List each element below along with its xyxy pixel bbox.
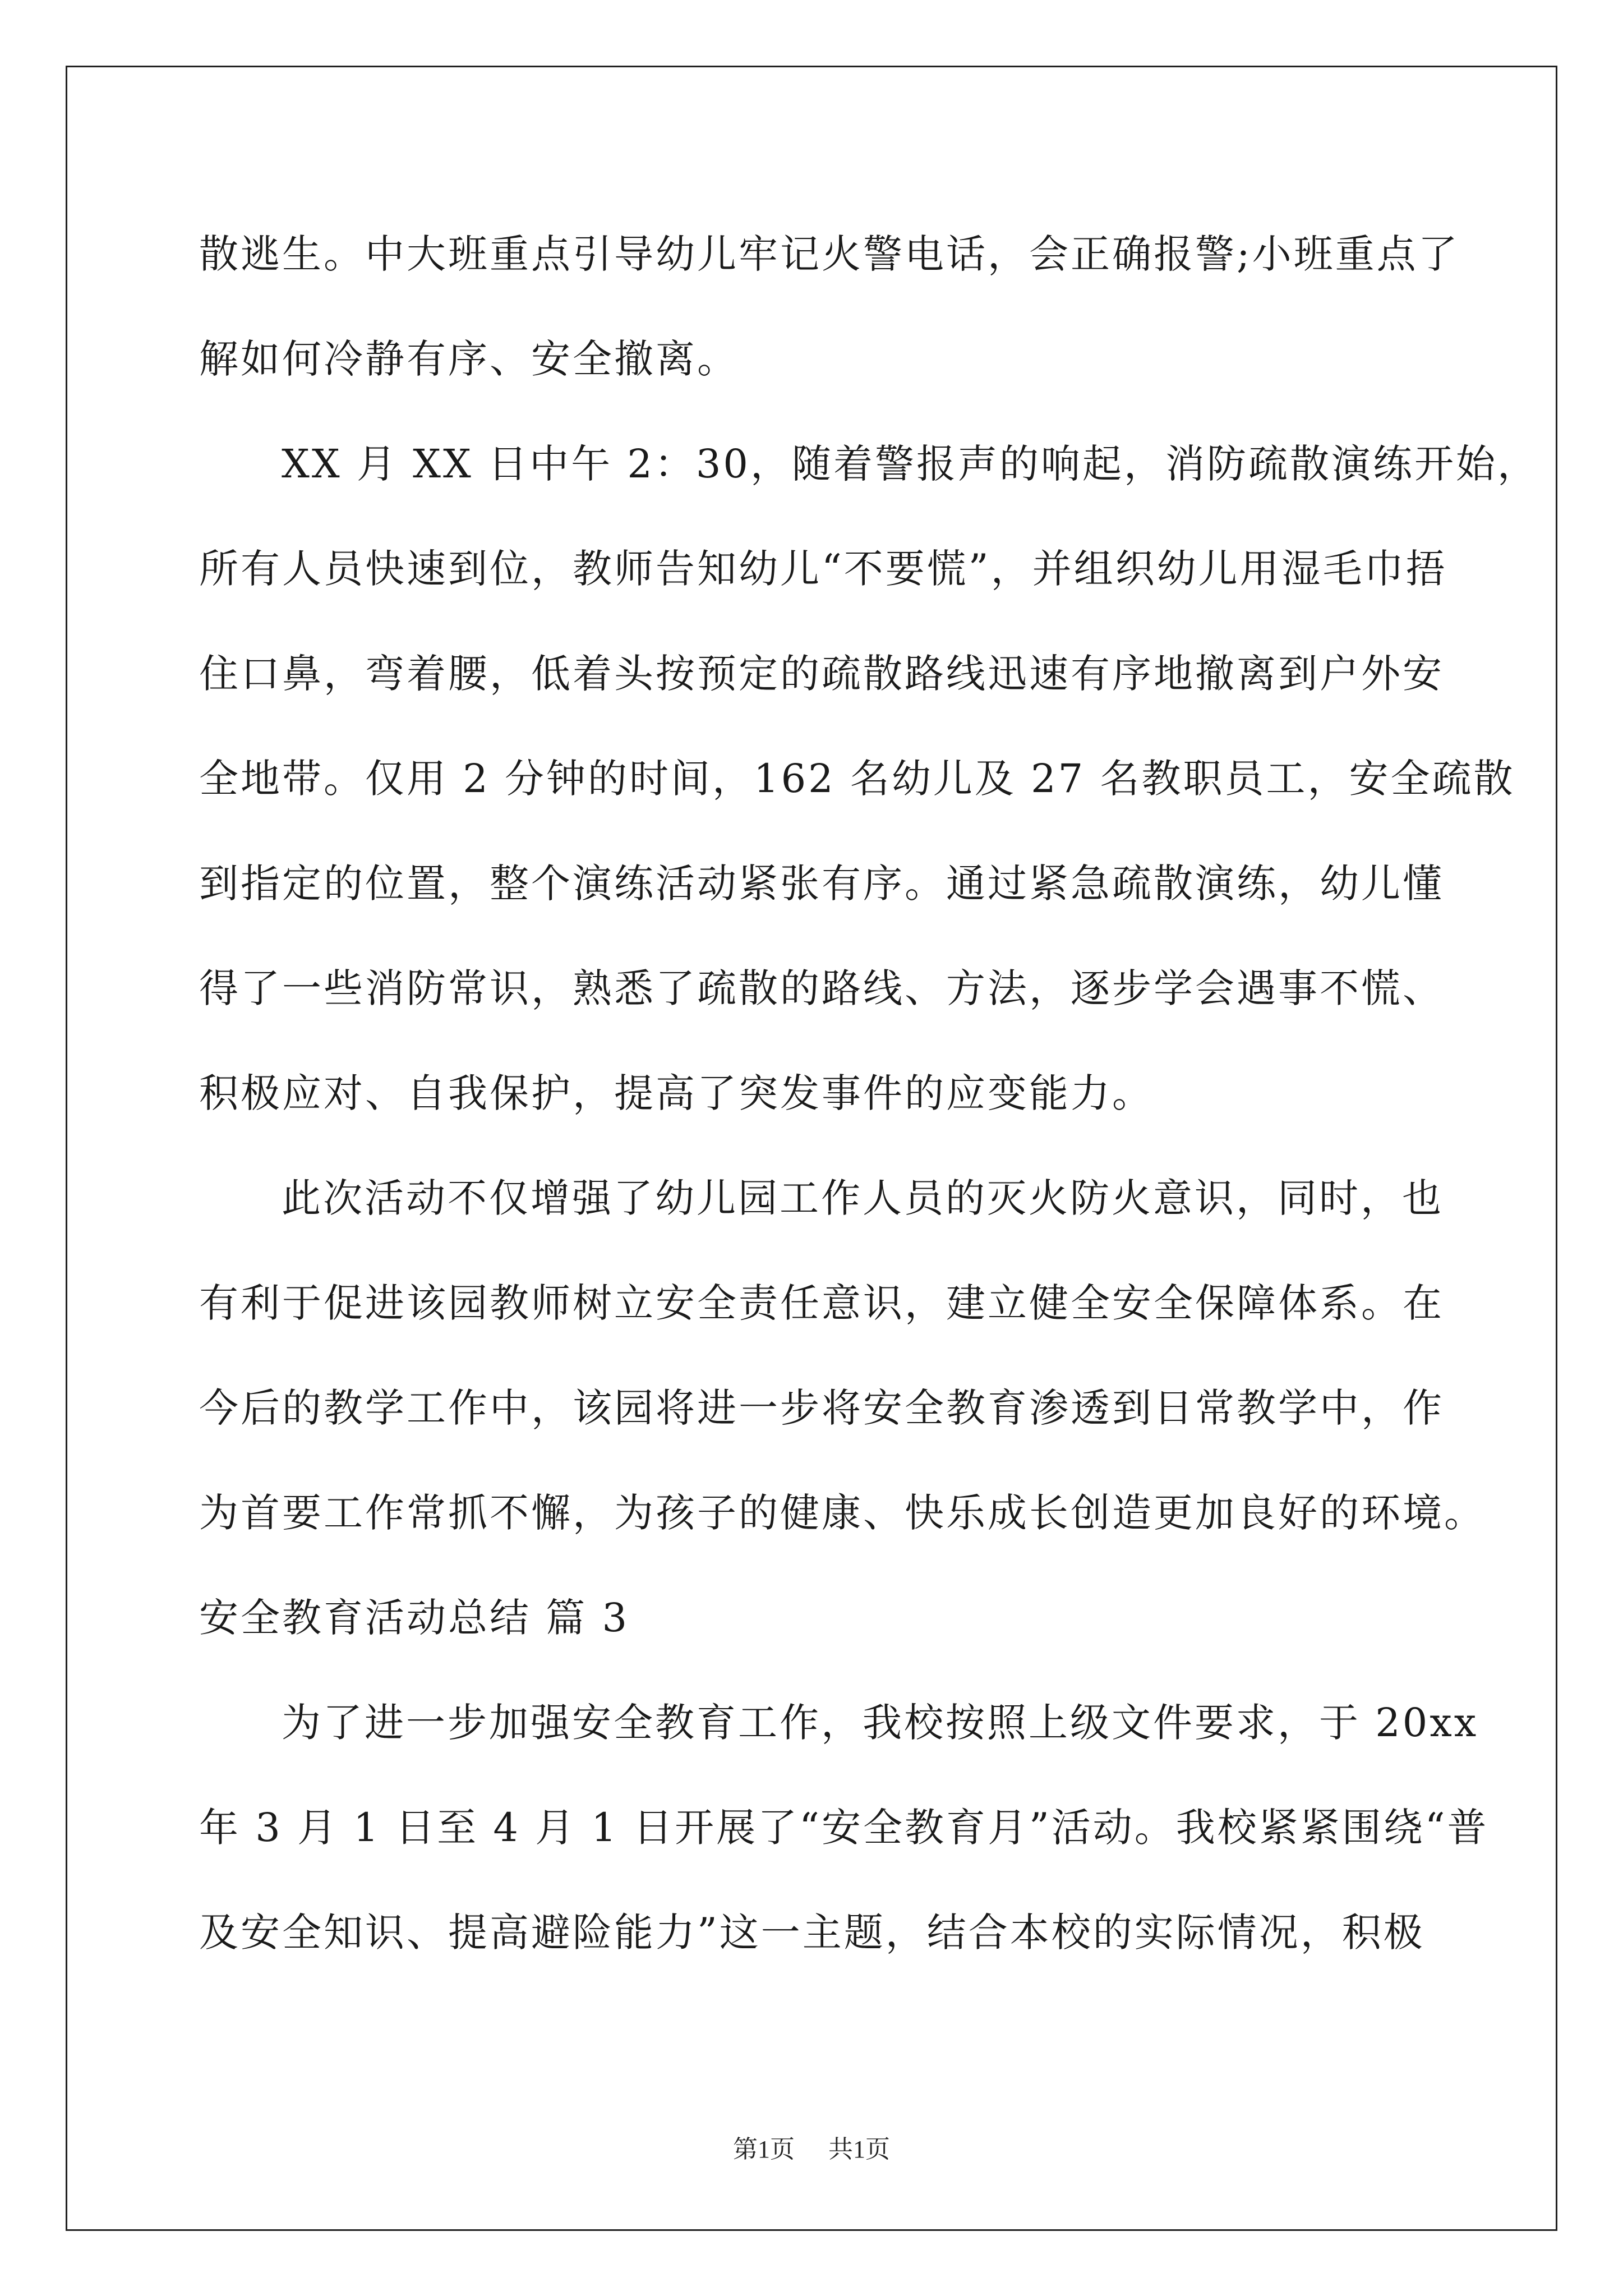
text-line: 今后的教学工作中，该园将进一步将安全教育渗透到日常教学中，作 — [199, 1385, 1444, 1431]
text-line: 到指定的位置，整个演练活动紧张有序。通过紧急疏散演练，幼儿懂 — [199, 861, 1444, 907]
paragraph-start: 此次活动不仅增强了幼儿园工作人员的灭火防火意识，同时，也 — [282, 1175, 1444, 1221]
paragraph-start: XX 月 XX 日中午 2：30，随着警报声的响起，消防疏散演练开始， — [282, 441, 1539, 487]
text-line: 有利于促进该园教师树立安全责任意识，建立健全安全保障体系。在 — [199, 1280, 1444, 1326]
text-line: 散逃生。中大班重点引导幼儿牢记火警电话，会正确报警;小班重点了 — [199, 231, 1460, 277]
text-line: 全地带。仅用 2 分钟的时间，162 名幼儿及 27 名教职员工，安全疏散 — [199, 756, 1515, 802]
text-line: 积极应对、自我保护，提高了突发事件的应变能力。 — [199, 1070, 1154, 1116]
text-line: 为首要工作常抓不懈，为孩子的健康、快乐成长创造更加良好的环境。 — [199, 1490, 1486, 1536]
text-line: 得了一些消防常识，熟悉了疏散的路线、方法，逐步学会遇事不慌、 — [199, 965, 1444, 1011]
paragraph-start: 为了进一步加强安全教育工作，我校按照上级文件要求，于 20xx — [282, 1700, 1479, 1746]
section-heading: 安全教育活动总结 篇 3 — [199, 1595, 630, 1641]
page-total: 共1页 — [828, 2136, 890, 2163]
text-line: 及安全知识、提高避险能力”这一主题，结合本校的实际情况，积极 — [199, 1910, 1425, 1955]
document-body — [199, 202, 1539, 1985]
text-line: 解如何冷静有序、安全撤离。 — [199, 336, 739, 382]
text-line: 年 3 月 1 日至 4 月 1 日开展了“安全教育月”活动。我校紧紧围绕“普 — [199, 1805, 1489, 1851]
page-number: 第1页 — [733, 2136, 795, 2163]
text-line: 住口鼻，弯着腰，低着头按预定的疏散路线迅速有序地撤离到户外安 — [199, 651, 1444, 697]
page-footer — [0, 2129, 1623, 2165]
text-line: 所有人员快速到位，教师告知幼儿“不要慌”，并组织幼儿用湿毛巾捂 — [199, 546, 1447, 592]
